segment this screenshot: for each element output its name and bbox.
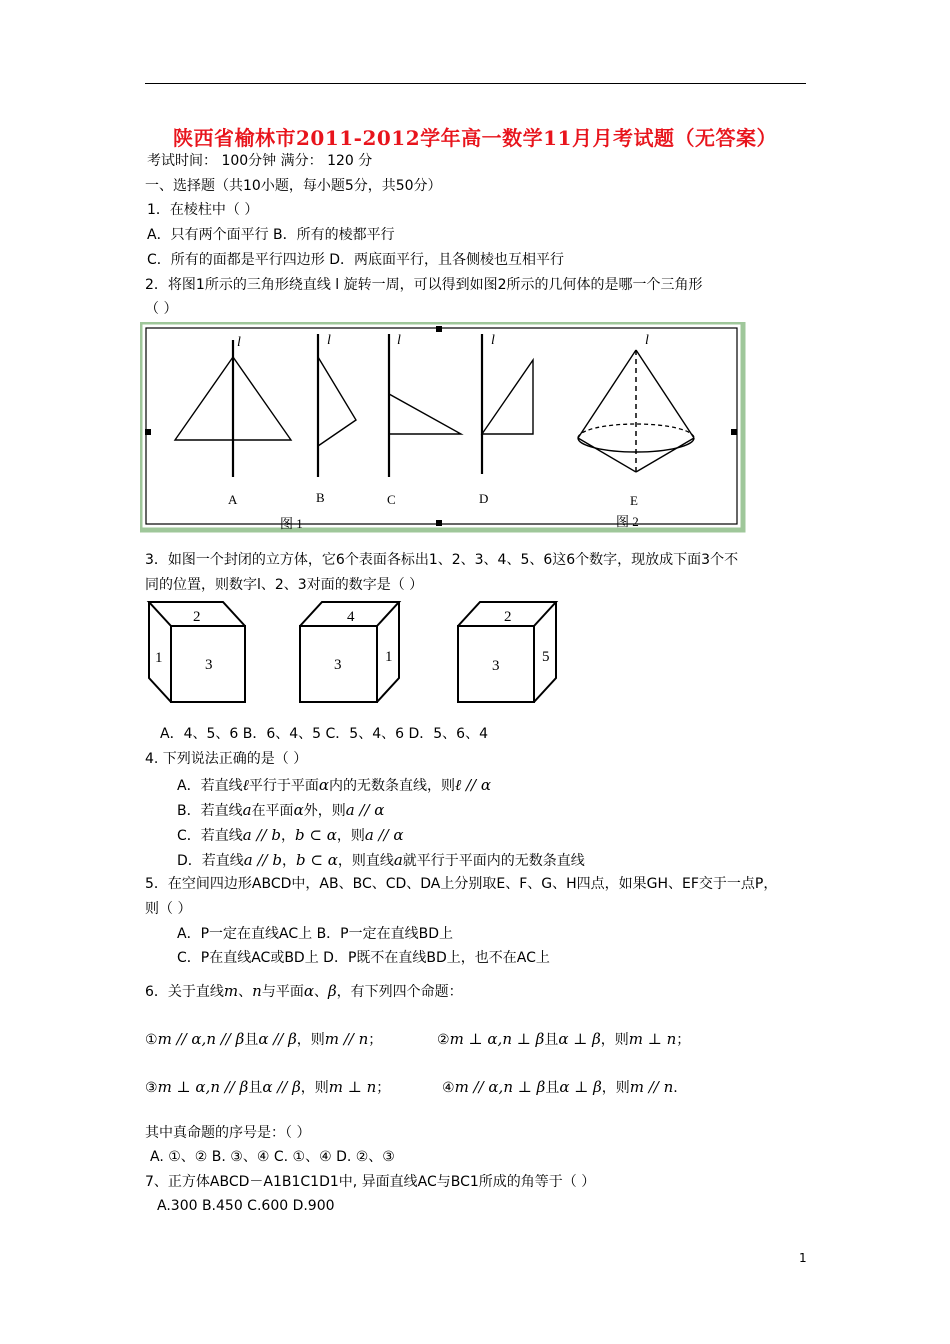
q3-line2: 同的位置，则数字l、2、3对面的数字是（ ） (145, 577, 424, 593)
q4-b-text: 外，则 (303, 803, 346, 819)
exam-info: 考试时间： 100分钟 满分： 120 分 (147, 153, 373, 169)
q4-b-text: 在平面 (251, 803, 294, 819)
math-a: a (242, 801, 252, 819)
option-label-c: C (387, 492, 396, 507)
math-expr: m ⊥ α,n ⊥ β (449, 1030, 545, 1048)
q4-c-text: C．若直线 (177, 828, 243, 844)
axis-label: l (491, 333, 495, 348)
q6-text: 且 (248, 1080, 263, 1096)
q6-proposition-3 (145, 1078, 390, 1097)
math-expr: b ⊂ α (294, 826, 337, 844)
proposition-number: ② (437, 1032, 450, 1048)
q6-text: . (673, 1080, 678, 1096)
q5-options-cd: C．P在直线AC或BD上 D．P既不在直线BD上，也不在AC上 (177, 950, 550, 966)
handle-mark (436, 520, 442, 526)
q6-text: 且 (544, 1032, 559, 1048)
q6-text: 6．关于直线 (145, 984, 224, 1000)
q3-line1: 3．如图一个封闭的立方体，它6个表面各标出1、2、3、4、5、6这6个数字，现放成下面3个不 (145, 552, 739, 568)
cube1-front: 3 (205, 657, 213, 673)
math-alpha: α (293, 801, 304, 819)
q7-stem: 7、正方体ABCD－A1B1C1D1中, 异面直线AC与BC1所成的角等于（ ） (145, 1174, 596, 1190)
page-number: 1 (799, 1251, 807, 1265)
cube2-front: 3 (334, 657, 342, 673)
math-expr: a // α (364, 826, 404, 844)
q6-text: ，则 (600, 1032, 629, 1048)
q4-stem: 4. 下列说法正确的是（ ） (145, 751, 308, 767)
math-expr: m ⊥ α,n // β (157, 1078, 249, 1096)
math-expr: α // β (258, 1030, 297, 1048)
axis-label: l (397, 333, 401, 348)
math-alpha: α (318, 776, 329, 794)
proposition-number: ③ (145, 1080, 158, 1096)
math-expr: m // α,n ⊥ β (454, 1078, 546, 1096)
q2-figure (140, 322, 748, 534)
q7-options: A.300 B.450 C.600 D.900 (157, 1198, 335, 1214)
q6-proposition-4 (442, 1078, 678, 1097)
q6-question: 其中真命题的序号是：（ ） (145, 1125, 311, 1141)
q6-proposition-2 (437, 1030, 690, 1049)
proposition-number: ① (145, 1032, 158, 1048)
cube3-top: 2 (504, 609, 512, 625)
q6-text: 且 (244, 1032, 259, 1048)
axis-label: l (237, 335, 241, 350)
math-m: m (223, 982, 239, 1000)
q4-a-text: 平行于平面 (248, 778, 319, 794)
handle-mark (731, 429, 737, 435)
math-expr: m ⊥ n (628, 1030, 677, 1048)
math-expr: b ⊂ α (295, 851, 338, 869)
q1-options-ab: A．只有两个面平行 B．所有的棱都平行 (147, 227, 395, 243)
option-label-d: D (479, 491, 489, 506)
section-heading: 一、选择题（共10小题，每小题5分，共50分） (145, 178, 442, 194)
q6-text: ，则 (601, 1080, 630, 1096)
q2-stem: 2．将图1所示的三角形绕直线 l 旋转一周，可以得到如图2所示的几何体的是哪一个三角形 (145, 277, 703, 293)
math-a: a (393, 851, 403, 869)
figure-caption-2: 图 2 (616, 514, 639, 529)
q5-line1: 5．在空间四边形ABCD中，AB、BC、CD、DA上分别取E、F、G、H四点，如果GH、EF交于一点P， (145, 876, 778, 892)
q6-proposition-1 (145, 1030, 382, 1049)
q3-cubes-figure (140, 596, 570, 708)
q6-text: 与平面 (261, 984, 304, 1000)
q4-option-a (177, 776, 491, 795)
option-label-b: B (316, 490, 325, 505)
math-expr: m // n (324, 1030, 369, 1048)
cube3-right: 5 (542, 649, 550, 665)
q4-d-text: D．若直线 (177, 853, 244, 869)
q4-option-c (177, 826, 404, 845)
q4-d-text: ， (281, 853, 296, 869)
math-expr: m // α,n // β (157, 1030, 245, 1048)
q2-paren: （ ） (145, 301, 178, 317)
q4-option-d (177, 851, 585, 870)
q6-stem (145, 982, 463, 1001)
math-expr: α ⊥ β (559, 1078, 602, 1096)
q6-options: A. ①、② B. ③、④ C. ①、④ D. ②、③ (150, 1149, 395, 1165)
q5-options-ab: A．P一定在直线AC上 B．P一定在直线BD上 (177, 926, 454, 942)
option-label-e: E (630, 493, 638, 508)
page-title: 陕西省榆林市2011-2012学年高一数学11月月考试题（无答案） (173, 126, 777, 150)
q4-d-text: ，则直线 (337, 853, 394, 869)
cube1-top: 2 (193, 609, 201, 625)
math-l: ℓ (242, 776, 249, 794)
math-beta: β (327, 982, 337, 1000)
q6-text: ； (676, 1032, 691, 1048)
cube1-left: 1 (155, 650, 163, 666)
figure-caption-1: 图 1 (280, 516, 303, 531)
handle-mark (436, 326, 442, 332)
math-alpha: α (303, 982, 314, 1000)
math-expr: a // b (242, 826, 281, 844)
q6-text: ，则 (296, 1032, 325, 1048)
math-expr: m ⊥ n (328, 1078, 377, 1096)
cube2-right: 1 (385, 649, 393, 665)
math-n: n (252, 982, 262, 1000)
q6-text: 且 (545, 1080, 560, 1096)
q4-option-b (177, 801, 384, 820)
proposition-number: ④ (442, 1080, 455, 1096)
q6-text: 、 (313, 984, 328, 1000)
option-label-a: A (228, 492, 238, 507)
math-expr: α ⊥ β (558, 1030, 601, 1048)
q4-c-text: ， (280, 828, 295, 844)
q6-text: ； (368, 1032, 383, 1048)
q4-d-text: 就平行于平面内的无数条直线 (402, 853, 585, 869)
q4-c-text: ，则 (336, 828, 365, 844)
axis-label: l (327, 333, 331, 348)
math-expr: α // β (262, 1078, 301, 1096)
cube3-front: 3 (492, 658, 500, 674)
handle-mark (145, 429, 151, 435)
header-rule (145, 83, 806, 84)
q1-stem: 1．在棱柱中（ ） (147, 202, 259, 218)
math-expr: m // n (629, 1078, 674, 1096)
q6-text: 、 (238, 984, 253, 1000)
math-expr: a // α (345, 801, 385, 819)
q4-a-text: A．若直线 (177, 778, 243, 794)
axis-label: l (645, 333, 649, 348)
q6-text: ； (376, 1080, 391, 1096)
q3-options: A．4、5、6 B．6、4、5 C．5、4、6 D．5、6、4 (160, 726, 488, 742)
q6-text: ，则 (300, 1080, 329, 1096)
q1-options-cd: C．所有的面都是平行四边形 D．两底面平行，且各侧棱也互相平行 (147, 252, 565, 268)
math-expr: ℓ // α (454, 776, 491, 794)
q4-b-text: B．若直线 (177, 803, 243, 819)
math-expr: a // b (243, 851, 282, 869)
cube2-top: 4 (347, 609, 355, 625)
q4-a-text: 内的无数条直线，则 (328, 778, 455, 794)
q5-line2: 则（ ） (145, 901, 192, 917)
q6-text: ，有下列四个命题： (336, 984, 463, 1000)
